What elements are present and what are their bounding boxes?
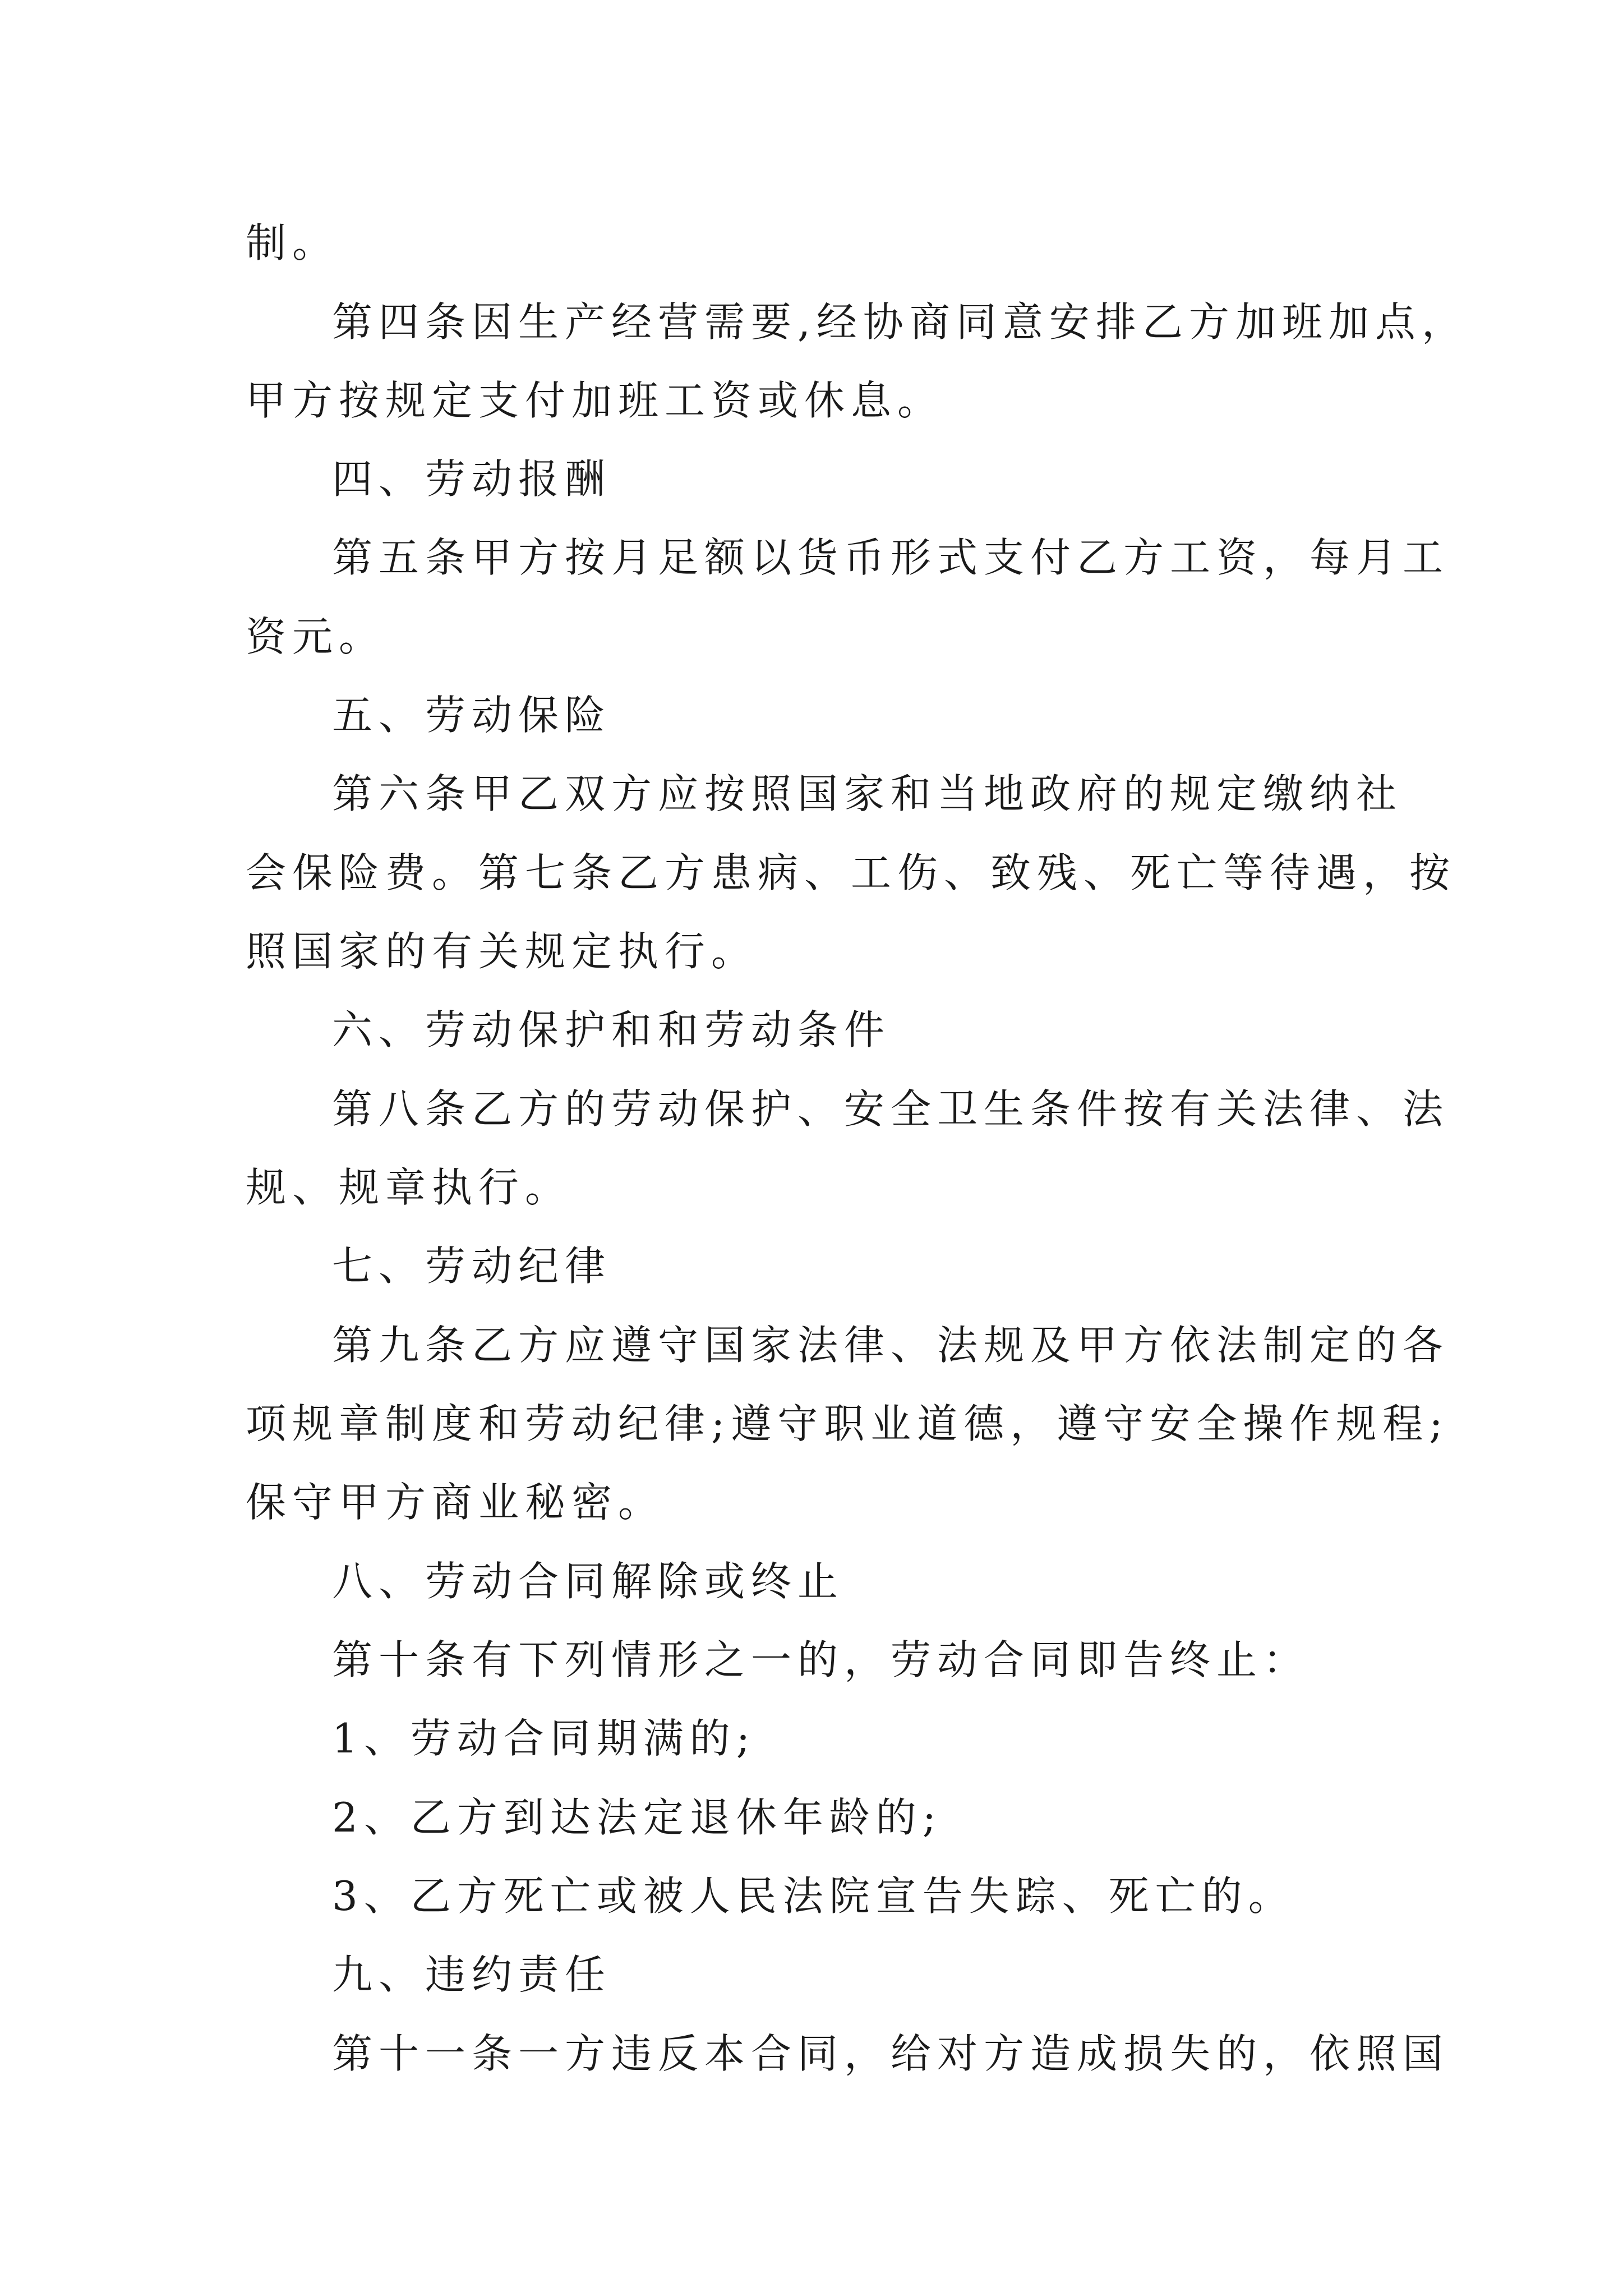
text-line: 甲方按规定支付加班工资或休息。 (246, 377, 944, 424)
section-heading: 五、劳动保险 (332, 692, 612, 739)
text-line: 会保险费。第七条乙方患病、工伤、致残、死亡等待遇，按 (246, 849, 1456, 896)
text-line: 第四条因生产经营需要,经协商同意安排乙方加班加点， (332, 298, 1468, 346)
text-line: 规、规章执行。 (246, 1164, 572, 1211)
text-line: 照国家的有关规定执行。 (246, 928, 758, 975)
text-line: 保守甲方商业秘密。 (246, 1479, 665, 1526)
text-line: 第十条有下列情形之一的，劳动合同即告终止： (332, 1636, 1310, 1683)
section-heading: 六、劳动保护和和劳动条件 (332, 1006, 891, 1053)
list-item: 2、乙方到达法定退休年龄的; (332, 1794, 943, 1841)
section-heading: 九、违约责任 (332, 1951, 612, 1998)
section-heading: 四、劳动报酬 (332, 455, 612, 503)
text-line: 第八条乙方的劳动保护、安全卫生条件按有关法律、法 (332, 1085, 1450, 1133)
section-heading: 八、劳动合同解除或终止 (332, 1558, 845, 1605)
text-line: 第六条甲乙双方应按照国家和当地政府的规定缴纳社 (332, 770, 1403, 817)
text-line: 第九条乙方应遵守国家法律、法规及甲方依法制定的各 (332, 1322, 1450, 1369)
list-item: 1、劳动合同期满的; (332, 1715, 757, 1762)
list-item: 3、乙方死亡或被人民法院宣告失踪、死亡的。 (332, 1872, 1295, 1920)
text-line: 项规章制度和劳动纪律;遵守职业道德，遵守安全操作规程; (246, 1400, 1449, 1447)
text-line: 制。 (246, 219, 339, 266)
text-line: 资元。 (246, 613, 386, 660)
text-line: 第五条甲方按月足额以货币形式支付乙方工资，每月工 (332, 534, 1450, 581)
section-heading: 七、劳动纪律 (332, 1243, 612, 1290)
text-line: 第十一条一方违反本合同，给对方造成损失的，依照国 (332, 2030, 1450, 2077)
